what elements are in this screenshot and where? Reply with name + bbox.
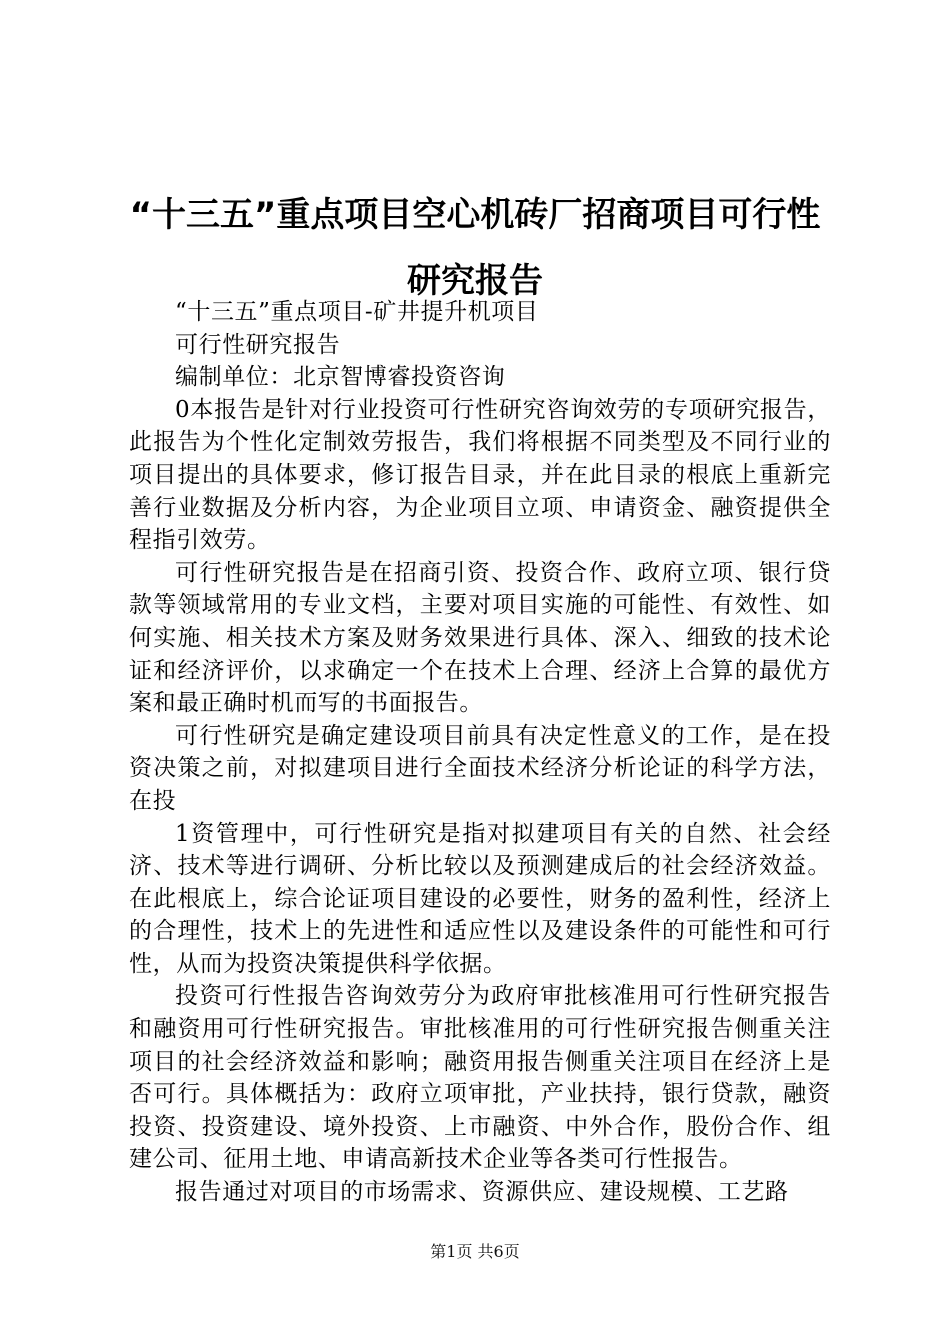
paragraph: 1资管理中，可行性研究是指对拟建项目有关的自然、社会经济、技术等进行调研、分析比较以及预测建成后的社会经济效益。在此根底上，综合论证项目建设的必要性，财务的盈利性，经济上的合理性，技术上的先进性和适应性以及建设条件的可能性和可行性，从而为投资决策提供科学依据。: [129, 820, 831, 977]
paragraph-report-name: 可行性研究报告: [175, 331, 341, 358]
paragraph-subtitle: “十三五”重点项目-矿井提升机项目: [175, 299, 539, 325]
document-title: “十三五”重点项目空心机砖厂招商项目可行性研究报告: [129, 195, 821, 301]
document-body: [129, 296, 831, 1209]
paragraph: 投资可行性报告咨询效劳分为政府审批核准用可行性研究报告和融资用可行性研究报告。审批核准用的可行性研究报告侧重关注项目的社会经济效益和影响；融资用报告侧重关注项目在经济上是否可行。具体概括为：政府立项审批，产业扶持，银行贷款，融资投资、投资建设、境外投资、上市融资、中外合作，股份合作、组建公司、征用土地、申请高新技术企业等各类可行性报告。: [129, 983, 831, 1173]
paragraph-compiler: 编制单位：北京智博睿投资咨询: [175, 364, 506, 391]
paragraph: 报告通过对项目的市场需求、资源供应、建设规模、工艺路: [175, 1179, 789, 1206]
paragraph: 可行性研究报告是在招商引资、投资合作、政府立项、银行贷款等领域常用的专业文档，主要对项目实施的可能性、有效性、如何实施、相关技术方案及财务效果进行具体、深入、细致的技术论证和经济评价，以求确定一个在技术上合理、经济上合算的最优方案和最正确时机而写的书面报告。: [129, 559, 831, 717]
paragraph: 0本报告是针对行业投资可行性研究咨询效劳的专项研究报告，此报告为个性化定制效劳报告，我们将根据不同类型及不同行业的项目提出的具体要求，修订报告目录，并在此目录的根底上重新完善行业数据及分析内容，为企业项目立项、申请资金、融资提供全程指引效劳。: [129, 396, 831, 554]
page-footer: 第1页 共6页: [430, 1242, 520, 1261]
paragraph: 可行性研究是确定建设项目前具有决定性意义的工作，是在投资决策之前，对拟建项目进行全面技术经济分析论证的科学方法，在投: [129, 722, 831, 814]
